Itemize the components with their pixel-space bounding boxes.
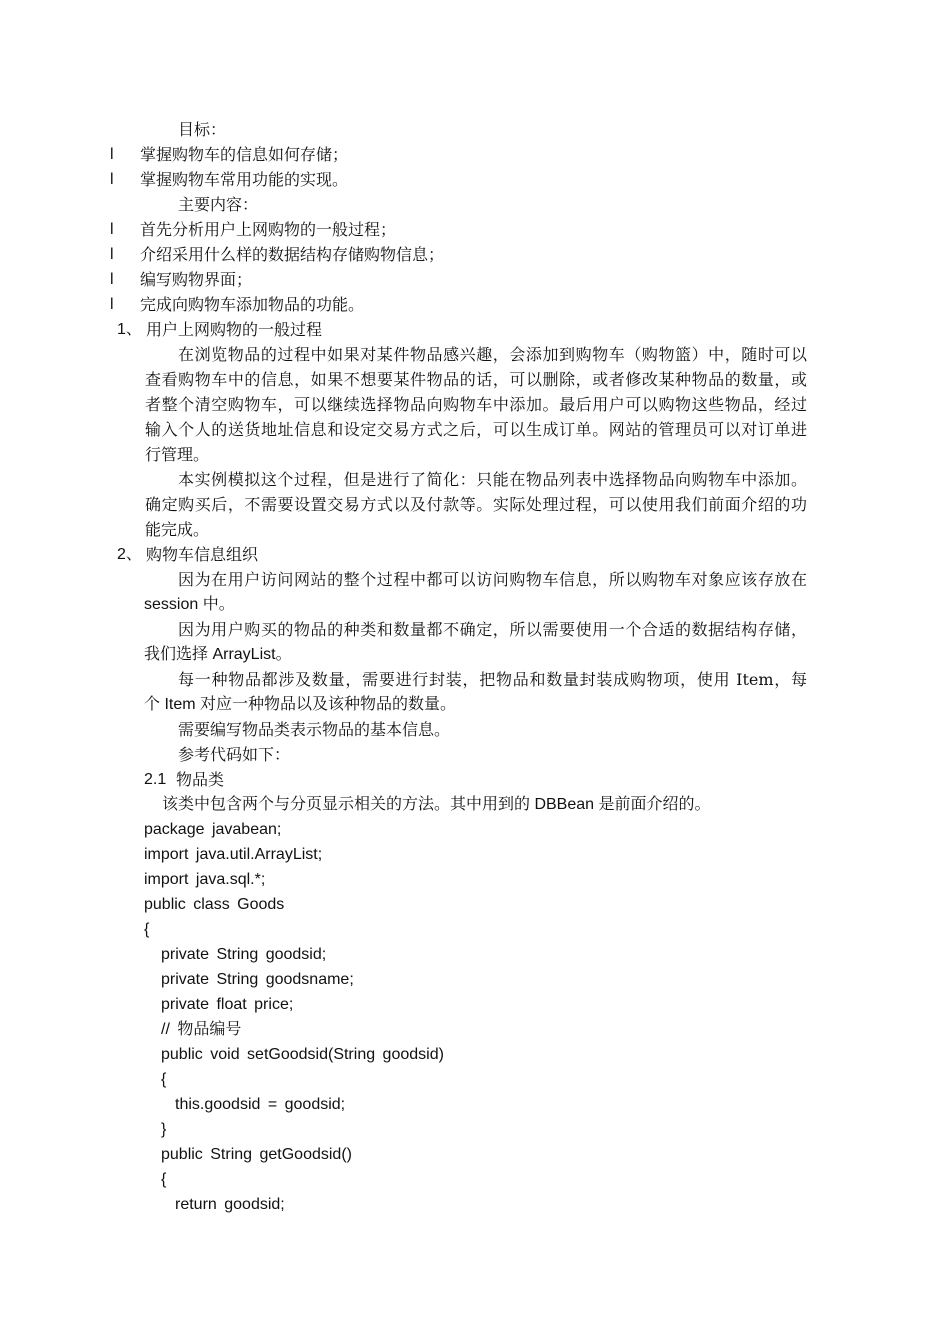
subsection-number: 2.1 [144, 771, 167, 788]
subsection-description: 该类中包含两个与分页显示相关的方法。其中用到的 DBBean 是前面介绍的。 [162, 796, 711, 813]
code-line: private String goodsid; [161, 946, 327, 963]
code-line: { [144, 921, 150, 938]
code-line: public String getGoodsid() [161, 1146, 352, 1163]
code-line: { [161, 1071, 167, 1088]
subsection-title: 物品类 [176, 770, 225, 789]
paragraph-line: session 中。 [144, 596, 235, 613]
section-title: 购物车信息组织 [146, 545, 259, 564]
paragraph-line: 确定购买后，不需要设置交易方式以及付款等。实际处理过程，可以使用我们前面介绍的功 [145, 495, 807, 514]
content-item: 编写购物界面； [140, 270, 253, 289]
bullet-marker: l [110, 296, 114, 313]
paragraph-line: 个 Item 对应一种物品以及该种物品的数量。 [144, 696, 457, 713]
section-number: 2、 [117, 546, 142, 563]
paragraph-line: 因为在用户访问网站的整个过程中都可以访问购物车信息，所以购物车对象应该存放在 [178, 570, 807, 589]
goal-item: 掌握购物车常用功能的实现。 [140, 170, 349, 189]
goals-heading: 目标： [178, 120, 227, 139]
code-line: this.goodsid = goodsid; [175, 1096, 346, 1113]
content-item: 完成向购物车添加物品的功能。 [140, 295, 365, 314]
content-item: 介绍采用什么样的数据结构存储购物信息； [140, 245, 445, 264]
paragraph-line: 查看购物车中的信息，如果不想要某件物品的话，可以删除，或者修改某种物品的数量，或 [145, 370, 807, 389]
code-line: { [161, 1171, 167, 1188]
code-line: import java.util.ArrayList; [144, 846, 323, 863]
bullet-marker: l [110, 221, 114, 238]
bullet-marker: l [110, 271, 114, 288]
code-line: public void setGoodsid(String goodsid) [161, 1046, 444, 1063]
paragraph-line: 在浏览物品的过程中如果对某件物品感兴趣，会添加到购物车（购物篮）中，随时可以 [178, 345, 807, 364]
code-line: private String goodsname; [161, 971, 354, 988]
code-line: package javabean; [144, 821, 282, 838]
paragraph-line: 能完成。 [145, 520, 210, 539]
paragraph-line: 行管理。 [145, 445, 210, 464]
bullet-marker: l [110, 171, 114, 188]
code-line: import java.sql.*; [144, 871, 266, 888]
code-line: } [161, 1121, 167, 1138]
code-line: public class Goods [144, 896, 285, 913]
paragraph-line: 本实例模拟这个过程，但是进行了简化：只能在物品列表中选择物品向购物车中添加。 [178, 470, 807, 489]
paragraph-line: 因为用户购买的物品的种类和数量都不确定，所以需要使用一个合适的数据结构存储， [178, 620, 807, 639]
code-line: return goodsid; [175, 1196, 285, 1213]
contents-heading: 主要内容： [178, 195, 259, 214]
content-item: 首先分析用户上网购物的一般过程； [140, 220, 397, 239]
paragraph-line: 者整个清空购物车，可以继续选择物品向购物车中添加。最后用户可以购物这些物品，经过 [145, 395, 807, 414]
section-number: 1、 [117, 321, 142, 338]
paragraph-line: 需要编写物品类表示物品的基本信息。 [178, 720, 451, 739]
paragraph-line: 我们选择 ArrayList。 [144, 646, 292, 663]
bullet-marker: l [110, 146, 114, 163]
code-comment: // 物品编号 [161, 1021, 242, 1038]
bullet-marker: l [110, 246, 114, 263]
paragraph-line: 每一种物品都涉及数量，需要进行封装，把物品和数量封装成购物项，使用 Item，每 [178, 670, 807, 689]
section-title: 用户上网购物的一般过程 [146, 320, 323, 339]
goal-item: 掌握购物车的信息如何存储； [140, 145, 349, 164]
paragraph-line: 输入个人的送货地址信息和设定交易方式之后，可以生成订单。网站的管理员可以对订单进 [145, 420, 807, 439]
code-line: private float price; [161, 996, 294, 1013]
paragraph-line: 参考代码如下： [178, 745, 291, 764]
